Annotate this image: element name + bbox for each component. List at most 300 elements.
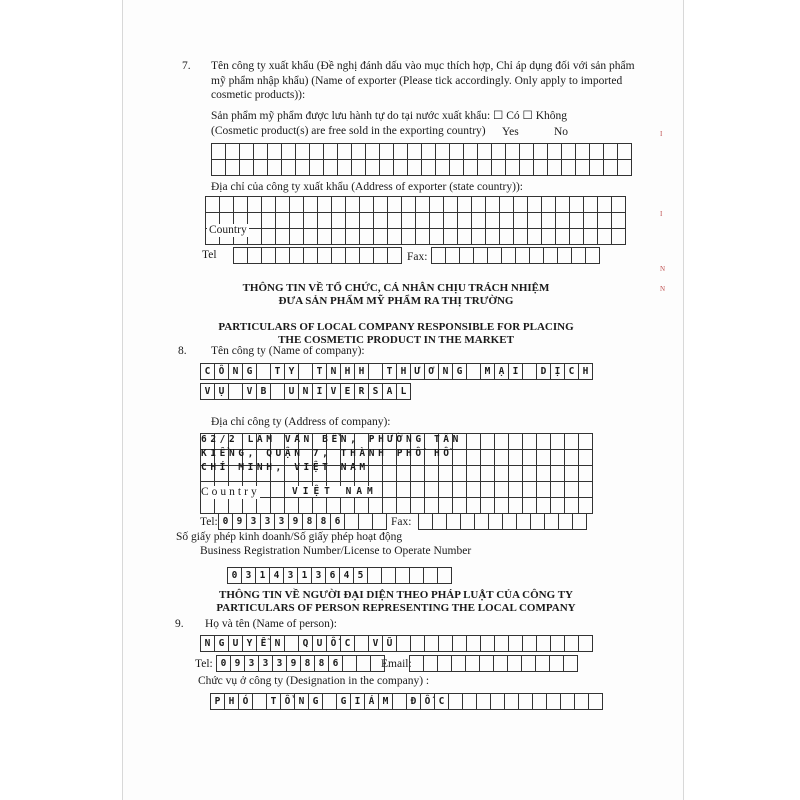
char-cell[interactable] [372, 513, 387, 530]
char-cell[interactable]: H [354, 363, 369, 380]
char-cell[interactable] [541, 228, 556, 245]
char-cell[interactable] [550, 449, 565, 466]
char-cell[interactable] [508, 465, 523, 482]
char-cell[interactable] [471, 196, 486, 213]
char-cell[interactable]: Ũ [382, 635, 397, 652]
char-cell[interactable] [289, 228, 304, 245]
char-cell[interactable] [331, 196, 346, 213]
char-cell[interactable] [429, 196, 444, 213]
char-cell[interactable] [233, 196, 248, 213]
char-cell[interactable] [575, 159, 590, 176]
char-cell[interactable] [480, 497, 495, 514]
char-cell[interactable] [415, 212, 430, 229]
char-cell[interactable] [415, 196, 430, 213]
char-cell[interactable] [424, 497, 439, 514]
char-cell[interactable] [387, 247, 402, 264]
char-cell[interactable] [561, 159, 576, 176]
char-cell[interactable] [466, 465, 481, 482]
char-cell[interactable] [479, 655, 494, 672]
char-cell[interactable]: 9 [288, 513, 303, 530]
char-cell[interactable] [289, 196, 304, 213]
char-cell[interactable] [410, 465, 425, 482]
char-cell[interactable] [589, 159, 604, 176]
char-cell[interactable] [585, 247, 600, 264]
char-cell[interactable] [358, 513, 373, 530]
char-cell[interactable] [211, 143, 226, 160]
char-cell[interactable] [504, 693, 519, 710]
char-cell[interactable] [228, 383, 243, 400]
char-cell[interactable] [499, 196, 514, 213]
char-cell[interactable] [564, 433, 579, 450]
char-cell[interactable] [423, 655, 438, 672]
char-cell[interactable] [550, 497, 565, 514]
char-cell[interactable] [247, 196, 262, 213]
char-cell[interactable] [452, 635, 467, 652]
exporter-address-grid[interactable] [205, 196, 626, 245]
char-cell[interactable] [480, 449, 495, 466]
char-cell[interactable] [466, 635, 481, 652]
char-cell[interactable]: V [326, 383, 341, 400]
char-cell[interactable] [242, 497, 257, 514]
exporter-name-grid[interactable] [211, 143, 632, 176]
char-cell[interactable] [569, 228, 584, 245]
char-cell[interactable] [578, 497, 593, 514]
char-cell[interactable] [471, 228, 486, 245]
char-cell[interactable] [471, 212, 486, 229]
char-cell[interactable] [457, 196, 472, 213]
char-cell[interactable] [494, 433, 509, 450]
char-cell[interactable] [382, 481, 397, 498]
char-cell[interactable] [516, 513, 531, 530]
char-cell[interactable] [508, 635, 523, 652]
char-cell[interactable] [459, 247, 474, 264]
char-cell[interactable]: Á [364, 693, 379, 710]
char-cell[interactable] [275, 228, 290, 245]
char-cell[interactable]: Ễ [256, 635, 271, 652]
char-cell[interactable] [239, 159, 254, 176]
char-cell[interactable] [351, 159, 366, 176]
char-cell[interactable] [225, 159, 240, 176]
char-cell[interactable] [578, 635, 593, 652]
char-cell[interactable] [367, 567, 382, 584]
char-cell[interactable] [393, 143, 408, 160]
char-cell[interactable] [466, 481, 481, 498]
char-cell[interactable]: 3 [311, 567, 326, 584]
char-cell[interactable] [491, 143, 506, 160]
char-cell[interactable]: E [340, 383, 355, 400]
char-cell[interactable] [345, 228, 360, 245]
char-cell[interactable] [536, 433, 551, 450]
char-cell[interactable] [438, 497, 453, 514]
char-cell[interactable] [233, 247, 248, 264]
char-cell[interactable] [431, 247, 446, 264]
exporter-fax-grid[interactable] [431, 247, 600, 264]
char-cell[interactable]: C [200, 363, 215, 380]
char-cell[interactable] [561, 143, 576, 160]
char-cell[interactable] [368, 465, 383, 482]
char-cell[interactable] [270, 481, 285, 498]
char-cell[interactable]: 9 [232, 513, 247, 530]
char-cell[interactable]: V [368, 635, 383, 652]
char-cell[interactable]: M [378, 693, 393, 710]
char-cell[interactable] [527, 212, 542, 229]
char-cell[interactable] [550, 635, 565, 652]
char-cell[interactable] [452, 497, 467, 514]
char-cell[interactable] [493, 655, 508, 672]
char-cell[interactable]: L [396, 383, 411, 400]
char-cell[interactable] [485, 212, 500, 229]
char-cell[interactable] [527, 196, 542, 213]
char-cell[interactable]: B [256, 383, 271, 400]
char-cell[interactable]: Ư [410, 363, 425, 380]
char-cell[interactable] [261, 228, 276, 245]
char-cell[interactable]: Đ [406, 693, 421, 710]
char-cell[interactable]: N [228, 363, 243, 380]
char-cell[interactable] [589, 143, 604, 160]
char-cell[interactable]: 3 [241, 567, 256, 584]
char-cell[interactable] [438, 635, 453, 652]
char-cell[interactable] [480, 433, 495, 450]
char-cell[interactable] [480, 635, 495, 652]
char-cell[interactable] [368, 497, 383, 514]
char-cell[interactable]: V [200, 383, 215, 400]
char-cell[interactable]: Ố [326, 635, 341, 652]
char-cell[interactable]: G [308, 693, 323, 710]
char-cell[interactable]: Ơ [424, 363, 439, 380]
char-cell[interactable] [474, 513, 489, 530]
char-cell[interactable] [522, 481, 537, 498]
char-cell[interactable] [529, 247, 544, 264]
char-cell[interactable] [583, 196, 598, 213]
char-cell[interactable] [515, 247, 530, 264]
char-cell[interactable] [303, 196, 318, 213]
char-cell[interactable] [443, 196, 458, 213]
char-cell[interactable] [275, 196, 290, 213]
char-cell[interactable] [480, 481, 495, 498]
company-address-grid[interactable] [200, 433, 593, 514]
char-cell[interactable]: C [564, 363, 579, 380]
char-cell[interactable] [535, 655, 550, 672]
char-cell[interactable] [435, 143, 450, 160]
char-cell[interactable] [354, 497, 369, 514]
char-cell[interactable] [295, 143, 310, 160]
char-cell[interactable] [270, 383, 285, 400]
char-cell[interactable] [513, 212, 528, 229]
char-cell[interactable] [443, 228, 458, 245]
char-cell[interactable] [536, 497, 551, 514]
char-cell[interactable]: Ạ [494, 363, 509, 380]
char-cell[interactable] [239, 143, 254, 160]
char-cell[interactable] [466, 433, 481, 450]
char-cell[interactable]: Ị [550, 363, 565, 380]
char-cell[interactable] [298, 363, 313, 380]
char-cell[interactable] [463, 143, 478, 160]
char-cell[interactable] [401, 212, 416, 229]
char-cell[interactable] [508, 449, 523, 466]
char-cell[interactable] [275, 212, 290, 229]
char-cell[interactable]: T [312, 363, 327, 380]
char-cell[interactable]: G [242, 363, 257, 380]
char-cell[interactable]: 6 [330, 513, 345, 530]
char-cell[interactable] [281, 159, 296, 176]
char-cell[interactable]: 9 [230, 655, 245, 672]
char-cell[interactable] [532, 693, 547, 710]
char-cell[interactable] [555, 196, 570, 213]
char-cell[interactable] [569, 196, 584, 213]
char-cell[interactable]: V [242, 383, 257, 400]
char-cell[interactable] [583, 228, 598, 245]
char-cell[interactable]: T [382, 363, 397, 380]
char-cell[interactable] [295, 159, 310, 176]
char-cell[interactable] [550, 433, 565, 450]
char-cell[interactable] [502, 513, 517, 530]
char-cell[interactable] [463, 159, 478, 176]
char-cell[interactable] [429, 212, 444, 229]
char-cell[interactable] [409, 567, 424, 584]
char-cell[interactable] [429, 228, 444, 245]
char-cell[interactable]: G [452, 363, 467, 380]
char-cell[interactable]: Y [284, 363, 299, 380]
char-cell[interactable] [541, 196, 556, 213]
char-cell[interactable] [533, 159, 548, 176]
char-cell[interactable]: U [228, 635, 243, 652]
char-cell[interactable] [289, 247, 304, 264]
char-cell[interactable] [603, 143, 618, 160]
char-cell[interactable] [555, 228, 570, 245]
char-cell[interactable]: Q [298, 635, 313, 652]
char-cell[interactable] [219, 196, 234, 213]
char-cell[interactable] [465, 655, 480, 672]
char-cell[interactable] [466, 449, 481, 466]
person-email-grid[interactable] [409, 655, 578, 672]
char-cell[interactable] [560, 693, 575, 710]
designation-grid[interactable] [210, 693, 603, 710]
char-cell[interactable] [617, 159, 632, 176]
char-cell[interactable]: H [224, 693, 239, 710]
char-cell[interactable] [351, 143, 366, 160]
char-cell[interactable]: U [284, 383, 299, 400]
char-cell[interactable]: C [434, 693, 449, 710]
char-cell[interactable]: 3 [272, 655, 287, 672]
char-cell[interactable]: 8 [302, 513, 317, 530]
char-cell[interactable] [323, 143, 338, 160]
char-cell[interactable] [508, 433, 523, 450]
char-cell[interactable] [536, 449, 551, 466]
char-cell[interactable] [337, 143, 352, 160]
char-cell[interactable] [505, 159, 520, 176]
char-cell[interactable]: 4 [269, 567, 284, 584]
char-cell[interactable] [401, 196, 416, 213]
char-cell[interactable]: N [298, 383, 313, 400]
char-cell[interactable] [256, 497, 271, 514]
char-cell[interactable] [410, 481, 425, 498]
char-cell[interactable] [331, 212, 346, 229]
char-cell[interactable] [387, 212, 402, 229]
char-cell[interactable] [494, 635, 509, 652]
char-cell[interactable] [445, 247, 460, 264]
char-cell[interactable] [550, 481, 565, 498]
char-cell[interactable] [438, 465, 453, 482]
char-cell[interactable] [281, 143, 296, 160]
char-cell[interactable]: I [350, 693, 365, 710]
license-number-grid[interactable] [227, 567, 452, 584]
char-cell[interactable] [424, 481, 439, 498]
char-cell[interactable] [303, 228, 318, 245]
char-cell[interactable] [270, 497, 285, 514]
char-cell[interactable] [437, 567, 452, 584]
char-cell[interactable] [527, 228, 542, 245]
char-cell[interactable] [396, 465, 411, 482]
char-cell[interactable] [317, 196, 332, 213]
char-cell[interactable] [359, 228, 374, 245]
char-cell[interactable] [354, 635, 369, 652]
char-cell[interactable] [345, 212, 360, 229]
char-cell[interactable] [578, 465, 593, 482]
char-cell[interactable] [457, 212, 472, 229]
char-cell[interactable] [452, 481, 467, 498]
char-cell[interactable] [359, 196, 374, 213]
char-cell[interactable] [546, 693, 561, 710]
char-cell[interactable] [536, 465, 551, 482]
char-cell[interactable] [449, 143, 464, 160]
char-cell[interactable] [331, 228, 346, 245]
char-cell[interactable] [449, 159, 464, 176]
char-cell[interactable] [261, 196, 276, 213]
char-cell[interactable] [530, 513, 545, 530]
char-cell[interactable] [485, 228, 500, 245]
char-cell[interactable]: 3 [258, 655, 273, 672]
char-cell[interactable] [521, 655, 536, 672]
char-cell[interactable] [499, 212, 514, 229]
char-cell[interactable] [488, 513, 503, 530]
char-cell[interactable] [247, 247, 262, 264]
char-cell[interactable] [396, 497, 411, 514]
char-cell[interactable] [368, 363, 383, 380]
char-cell[interactable]: 8 [316, 513, 331, 530]
char-cell[interactable] [200, 497, 215, 514]
char-cell[interactable] [519, 159, 534, 176]
char-cell[interactable] [466, 497, 481, 514]
char-cell[interactable] [373, 228, 388, 245]
char-cell[interactable] [494, 449, 509, 466]
char-cell[interactable] [309, 159, 324, 176]
char-cell[interactable] [421, 143, 436, 160]
char-cell[interactable]: Y [242, 635, 257, 652]
char-cell[interactable] [564, 635, 579, 652]
char-cell[interactable] [611, 212, 626, 229]
char-cell[interactable] [452, 465, 467, 482]
char-cell[interactable] [359, 212, 374, 229]
char-cell[interactable]: I [312, 383, 327, 400]
char-cell[interactable]: A [382, 383, 397, 400]
char-cell[interactable] [284, 497, 299, 514]
char-cell[interactable] [508, 497, 523, 514]
char-cell[interactable] [214, 497, 229, 514]
char-cell[interactable] [611, 196, 626, 213]
char-cell[interactable] [322, 693, 337, 710]
char-cell[interactable] [392, 693, 407, 710]
company-name-line2[interactable] [200, 383, 411, 400]
char-cell[interactable] [410, 497, 425, 514]
char-cell[interactable] [317, 212, 332, 229]
char-cell[interactable]: 3 [283, 567, 298, 584]
char-cell[interactable] [228, 497, 243, 514]
char-cell[interactable] [578, 481, 593, 498]
char-cell[interactable]: 8 [300, 655, 315, 672]
char-cell[interactable] [359, 247, 374, 264]
char-cell[interactable] [407, 159, 422, 176]
char-cell[interactable] [382, 465, 397, 482]
char-cell[interactable] [519, 143, 534, 160]
char-cell[interactable]: I [508, 363, 523, 380]
char-cell[interactable] [387, 228, 402, 245]
char-cell[interactable] [501, 247, 516, 264]
char-cell[interactable] [505, 143, 520, 160]
char-cell[interactable] [365, 159, 380, 176]
char-cell[interactable]: H [340, 363, 355, 380]
char-cell[interactable] [557, 247, 572, 264]
char-cell[interactable] [466, 363, 481, 380]
char-cell[interactable]: R [354, 383, 369, 400]
char-cell[interactable] [507, 655, 522, 672]
char-cell[interactable] [393, 159, 408, 176]
char-cell[interactable]: 4 [339, 567, 354, 584]
char-cell[interactable] [424, 465, 439, 482]
char-cell[interactable]: N [438, 363, 453, 380]
char-cell[interactable]: G [214, 635, 229, 652]
char-cell[interactable]: N [270, 635, 285, 652]
char-cell[interactable] [563, 655, 578, 672]
char-cell[interactable]: 3 [246, 513, 261, 530]
char-cell[interactable]: N [326, 363, 341, 380]
char-cell[interactable]: 9 [286, 655, 301, 672]
char-cell[interactable] [415, 228, 430, 245]
char-cell[interactable] [462, 693, 477, 710]
char-cell[interactable] [485, 196, 500, 213]
char-cell[interactable] [564, 449, 579, 466]
char-cell[interactable] [443, 212, 458, 229]
char-cell[interactable] [409, 655, 424, 672]
char-cell[interactable] [494, 497, 509, 514]
char-cell[interactable] [513, 196, 528, 213]
char-cell[interactable] [267, 159, 282, 176]
char-cell[interactable] [365, 143, 380, 160]
char-cell[interactable] [597, 196, 612, 213]
char-cell[interactable]: 3 [274, 513, 289, 530]
char-cell[interactable] [344, 513, 359, 530]
char-cell[interactable] [382, 497, 397, 514]
char-cell[interactable] [205, 196, 220, 213]
char-cell[interactable]: Ô [214, 363, 229, 380]
char-cell[interactable] [491, 159, 506, 176]
company-fax-grid[interactable] [418, 513, 587, 530]
char-cell[interactable] [298, 497, 313, 514]
char-cell[interactable] [387, 196, 402, 213]
char-cell[interactable] [508, 481, 523, 498]
char-cell[interactable]: T [270, 363, 285, 380]
char-cell[interactable]: S [368, 383, 383, 400]
char-cell[interactable] [421, 159, 436, 176]
char-cell[interactable] [571, 247, 586, 264]
char-cell[interactable] [379, 143, 394, 160]
char-cell[interactable] [490, 693, 505, 710]
char-cell[interactable] [252, 693, 267, 710]
char-cell[interactable]: N [294, 693, 309, 710]
char-cell[interactable] [550, 465, 565, 482]
char-cell[interactable]: 0 [218, 513, 233, 530]
char-cell[interactable] [396, 481, 411, 498]
char-cell[interactable] [547, 143, 562, 160]
